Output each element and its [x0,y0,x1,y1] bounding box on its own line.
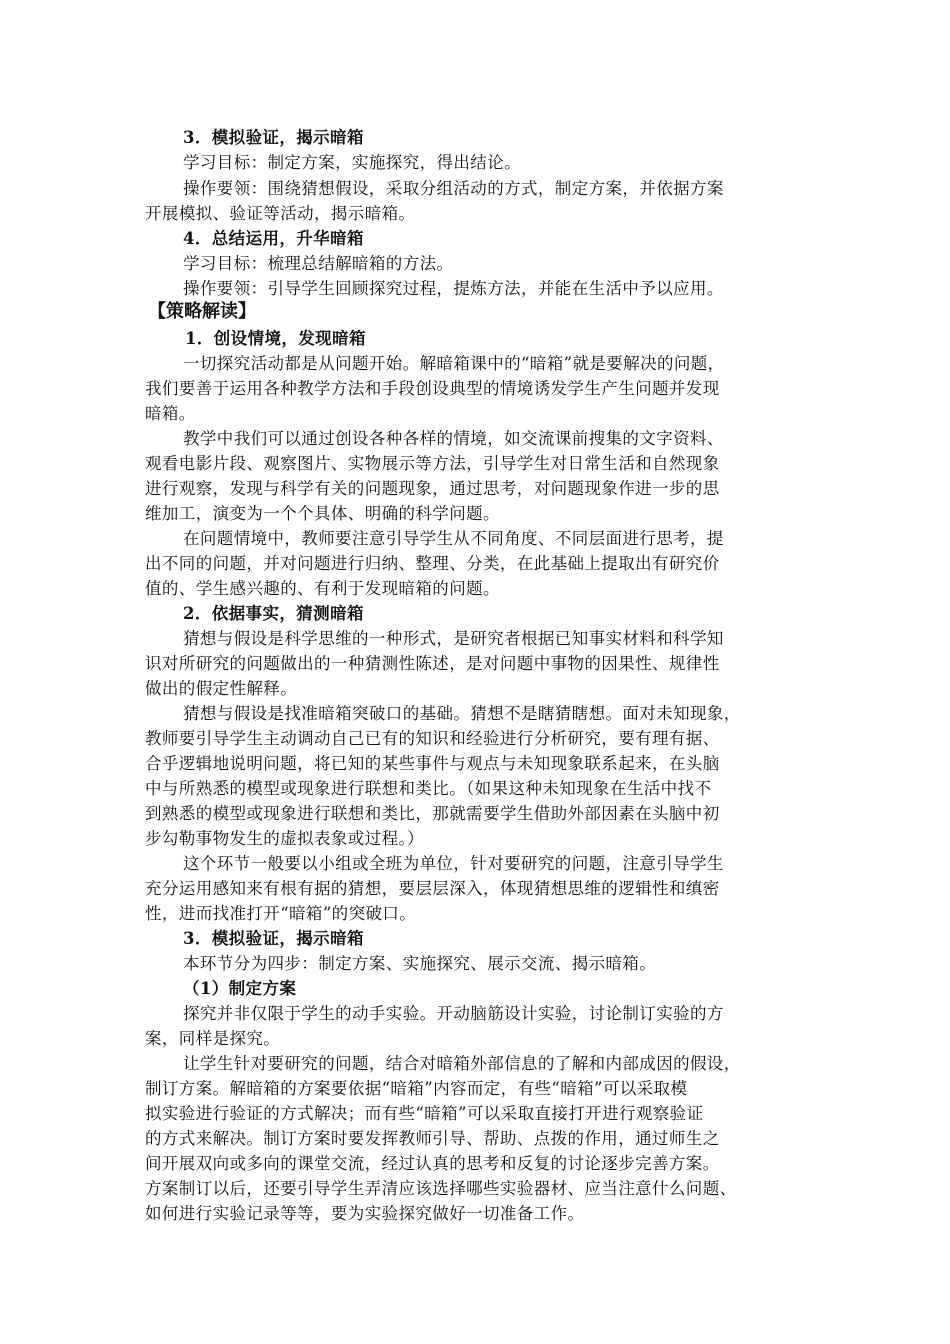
paragraph-line: 探究并非仅限于学生的动手实验。开动脑筋设计实验，讨论制订实验的方 [183,1004,724,1023]
paragraph-line: 观看电影片段、观察图片、实物展示等方法，引导学生对日常生活和自然现象 [145,454,720,473]
paragraph-line: 步勾勒事物发生的虚拟表象或过程。） [145,829,425,848]
paragraph-line: 识对所研究的问题做出的一种猜测性陈述，是对问题中事物的因果性、规律性 [145,654,720,673]
paragraph-line: 本环节分为四步：制定方案、实施探究、展示交流、揭示暗箱。 [183,954,657,973]
subheading-3-simulate-verify: 3．模拟验证，揭示暗箱 [183,128,364,147]
paragraph-line: 学习目标：制定方案，实施探究，得出结论。 [183,153,521,172]
subheading-1-create-situation: 1．创设情境，发现暗箱 [185,329,366,348]
paragraph-line: 维加工，演变为一个个具体、明确的科学问题。 [145,504,500,523]
paragraph-line: 制订方案。解暗箱的方案要依据“暗箱”内容而定，有些“暗箱”可以采取模 [145,1079,688,1098]
subheading-2-guess-box: 2．依据事实，猜测暗箱 [183,604,364,623]
subheading-3-simulate-verify-repeat: 3．模拟验证，揭示暗箱 [183,929,364,948]
paragraph-line: 充分运用感知来有根有据的猜想，要层层深入，体现猜想思维的逻辑性和缜密 [145,879,720,898]
paragraph-line: 的方式来解决。制订方案时要发挥教师引导、帮助、点拨的作用，通过师生之 [145,1129,720,1148]
paragraph-line: 进行观察，发现与科学有关的问题现象，通过思考，对问题现象作进一步的思 [145,479,720,498]
paragraph-line: 操作要领：围绕猜想假设，采取分组活动的方式，制定方案，并依据方案 [183,179,724,198]
paragraph-line: 我们要善于运用各种教学方法和手段创设典型的情境诱发学生产生问题并发现 [145,379,720,398]
paragraph-line: 到熟悉的模型或现象进行联想和类比，那就需要学生借助外部因素在头脑中初 [145,804,720,823]
paragraph-line: 猜想与假设是找准暗箱突破口的基础。猜想不是瞎猜瞎想。面对未知现象， [183,704,741,723]
paragraph-line: 中与所熟悉的模型或现象进行联想和类比。（如果这种未知现象在生活中找不 [145,779,712,798]
paragraph-line: 操作要领：引导学生回顾探究过程，提炼方法，并能在生活中予以应用。 [183,279,724,298]
section-heading-strategy: 【策略解读】 [148,301,256,322]
paragraph-line: 如何进行实验记录等等，要为实验探究做好一切准备工作。 [145,1204,585,1223]
paragraph-line: 教学中我们可以通过创设各种各样的情境，如交流课前搜集的文字资料、 [183,429,724,448]
subheading-make-plan: （1）制定方案 [183,979,297,998]
paragraph-line: 这个环节一般要以小组或全班为单位，针对要研究的问题，注意引导学生 [183,854,724,873]
paragraph-line: 性，进而找准打开“暗箱”的突破口。 [145,904,417,923]
paragraph-line: 暗箱。 [145,404,196,423]
paragraph-line: 方案制订以后，还要引导学生弄清应该选择哪些实验器材、应当注意什么问题、 [145,1179,737,1198]
paragraph-line: 间开展双向或多向的课堂交流，经过认真的思考和反复的讨论逐步完善方案。 [145,1154,720,1173]
paragraph-line: 学习目标：梳理总结解暗箱的方法。 [183,254,454,273]
subheading-4-summarize-apply: 4．总结运用，升华暗箱 [183,229,364,248]
paragraph-line: 合乎逻辑地说明问题，将已知的某些事件与观点与未知现象联系起来，在头脑 [145,754,720,773]
paragraph-line: 教师要引导学生主动调动自己已有的知识和经验进行分析研究，要有理有据、 [145,729,720,748]
paragraph-line: 让学生针对要研究的问题，结合对暗箱外部信息的了解和内部成因的假设， [183,1054,741,1073]
paragraph-line: 值的、学生感兴趣的、有利于发现暗箱的问题。 [145,579,500,598]
paragraph-line: 做出的假定性解释。 [145,679,298,698]
paragraph-line: 出不同的问题，并对问题进行归纳、整理、分类，在此基础上提取出有研究价 [145,554,720,573]
paragraph-line: 案，同样是探究。 [145,1029,281,1048]
paragraph-line: 开展模拟、验证等活动，揭示暗箱。 [145,204,416,223]
paragraph-line: 拟实验进行验证的方式解决；而有些“暗箱”可以采取直接打开进行观察验证 [145,1104,704,1123]
paragraph-line: 猜想与假设是科学思维的一种形式，是研究者根据已知事实材料和科学知 [183,629,724,648]
paragraph-line: 一切探究活动都是从问题开始。解暗箱课中的“暗箱”就是要解决的问题， [183,354,725,373]
paragraph-line: 在问题情境中，教师要注意引导学生从不同角度、不同层面进行思考，提 [183,529,724,548]
